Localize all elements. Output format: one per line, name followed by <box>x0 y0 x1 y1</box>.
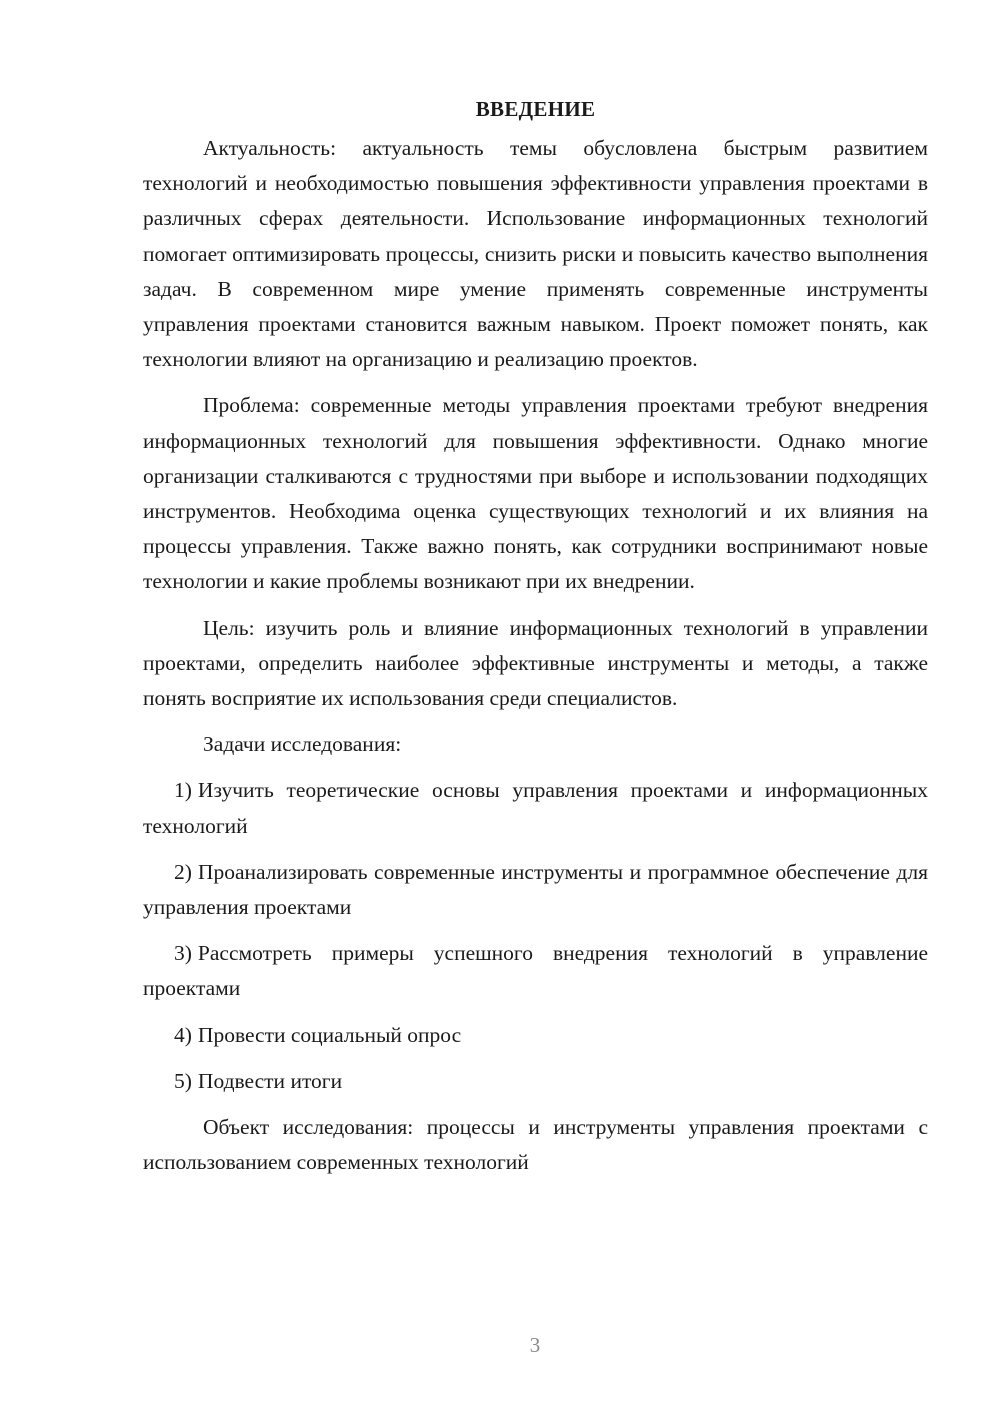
document-page <box>143 92 928 1191</box>
list-item-number: 2) <box>174 859 192 884</box>
list-item-number: 1) <box>174 778 192 803</box>
list-item-text: Изучить теоретические основы управления проектами и информационных технологий <box>143 778 928 838</box>
tasks-list <box>143 773 928 1099</box>
list-item-number: 5) <box>174 1068 192 1093</box>
list-item <box>143 855 928 925</box>
object-paragraph: Объект исследования: процессы и инструменты управления проектами с использованием современных технологий <box>143 1115 928 1175</box>
section-title: ВВЕДЕНИЕ <box>475 97 596 121</box>
relevance-paragraph: Актуальность: актуальность темы обусловлена быстрым развитием технологий и необходимостью повышения эффективности управления проектами в различных сферах деятельности. Использование информационных технологий помогает оптимизировать процессы, снизить риски и повысить качество выполнения задач. В современном мире умение применять современные инструменты управления проектами становится важным навыком. Проект поможет понять, как технологии влияют на организацию и реализацию проектов. <box>143 136 928 372</box>
list-item-text: Рассмотреть примеры успешного внедрения технологий в управление проектами <box>143 941 928 1001</box>
tasks-heading: Задачи исследования: <box>203 732 402 757</box>
list-item <box>143 1018 928 1053</box>
problem-paragraph: Проблема: современные методы управления проектами требуют внедрения информационных технологий для повышения эффективности. Однако многие организации сталкиваются с трудностями при выборе и использовании подходящих инструментов. Необходима оценка существующих технологий и их влияния на процессы управления. Также важно понять, как сотрудники воспринимают новые технологии и какие проблемы возникают при их внедрении. <box>143 393 928 594</box>
page-number: 3 <box>529 1333 541 1357</box>
list-item <box>143 936 928 1006</box>
list-item-text: Проанализировать современные инструменты и программное обеспечение для управления проектами <box>143 859 928 920</box>
list-item-text: Провести социальный опрос <box>197 1022 462 1047</box>
list-item-number: 3) <box>174 941 192 966</box>
list-item <box>143 1064 928 1099</box>
list-item-text: Подвести итоги <box>197 1068 343 1093</box>
goal-paragraph: Цель: изучить роль и влияние информационных технологий в управлении проектами, определить наиболее эффективные инструменты и методы, а также понять восприятие их использования среди специалистов. <box>143 615 928 711</box>
list-item-number: 4) <box>174 1022 192 1047</box>
list-item <box>143 773 928 843</box>
